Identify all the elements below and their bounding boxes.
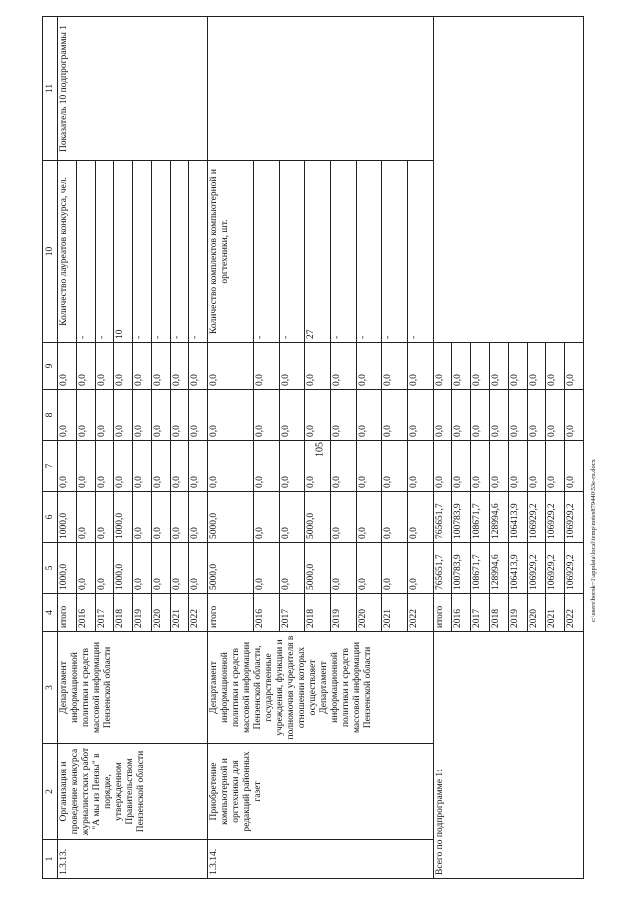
value-cell-5: 0,0 <box>382 543 408 594</box>
indicator-name: Количество лауреатов конкурса, чел. <box>58 161 77 343</box>
value-cell-8: 0,0 <box>151 390 170 441</box>
value-cell-6: 0,0 <box>254 492 280 543</box>
value-cell-9: 0,0 <box>76 343 95 390</box>
indicator-value: - <box>382 161 408 343</box>
year-cell: 2019 <box>133 594 152 632</box>
item-name: Организация и проведение конкурса журналистских работ "А мы из Пензы" в порядке, утвержденном Правительством Пензенской области <box>58 744 208 840</box>
value-cell-7: 0,0 <box>452 441 471 492</box>
year-cell: 2021 <box>546 594 565 632</box>
year-cell: 2017 <box>95 594 114 632</box>
value-cell-5: 128994,6 <box>490 543 509 594</box>
column-header-6: 6 <box>43 492 58 543</box>
value-cell-8: 0,0 <box>527 390 546 441</box>
year-cell: итого <box>433 594 452 632</box>
value-cell-7: 0,0 <box>382 441 408 492</box>
year-cell: 2022 <box>189 594 208 632</box>
value-cell-7: 0,0 <box>95 441 114 492</box>
item-number: 1.3.14. <box>208 840 433 879</box>
page-number: 105 <box>314 442 326 457</box>
year-cell: 2019 <box>508 594 527 632</box>
rotated-page-content <box>42 17 584 879</box>
value-cell-5: 0,0 <box>189 543 208 594</box>
value-cell-7: 0,0 <box>330 441 356 492</box>
column-header-10: 10 <box>43 161 58 343</box>
value-cell-7: 0,0 <box>508 441 527 492</box>
total-row <box>433 17 452 879</box>
value-cell-6: 0,0 <box>170 492 189 543</box>
value-cell-6: 0,0 <box>279 492 305 543</box>
value-cell-8: 0,0 <box>95 390 114 441</box>
value-cell-9: 0,0 <box>407 343 433 390</box>
value-cell-6: 100783,9 <box>452 492 471 543</box>
column-header-2: 2 <box>43 744 58 840</box>
indicator-value: - <box>279 161 305 343</box>
value-cell-5: 0,0 <box>356 543 382 594</box>
year-cell: 2018 <box>305 594 331 632</box>
year-cell: 2018 <box>490 594 509 632</box>
value-cell-8: 0,0 <box>76 390 95 441</box>
value-cell-6: 0,0 <box>356 492 382 543</box>
value-cell-5: 0,0 <box>76 543 95 594</box>
column-header-7: 7 <box>43 441 58 492</box>
indicator-value: - <box>170 161 189 343</box>
value-cell-6: 0,0 <box>189 492 208 543</box>
value-cell-9: 0,0 <box>279 343 305 390</box>
column-header-9: 9 <box>43 343 58 390</box>
year-cell: 2016 <box>254 594 280 632</box>
year-cell: итого <box>208 594 254 632</box>
value-cell-8: 0,0 <box>407 390 433 441</box>
value-cell-8: 0,0 <box>133 390 152 441</box>
value-cell-7: 0,0 <box>490 441 509 492</box>
value-cell-7: 0,0 <box>565 441 584 492</box>
value-cell-5: 0,0 <box>133 543 152 594</box>
value-cell-8: 0,0 <box>382 390 408 441</box>
year-cell: 2019 <box>330 594 356 632</box>
value-cell-7: 0,0 <box>189 441 208 492</box>
value-cell-9: 0,0 <box>565 343 584 390</box>
value-cell-5: 100783,9 <box>452 543 471 594</box>
value-cell-9: 0,0 <box>254 343 280 390</box>
value-cell-7: 0,0 <box>151 441 170 492</box>
item-name: Приобретение компьютерной и оргтехники для редакций районных газет <box>208 744 433 840</box>
year-cell: 2020 <box>356 594 382 632</box>
value-cell-5: 106413,9 <box>508 543 527 594</box>
footer-file-path: c:\users\borok~1\appdata\local\temp\notes879440\53e-ru.docx <box>590 459 597 622</box>
total-empty <box>433 17 583 343</box>
item-number: 1.3.13. <box>58 840 208 879</box>
year-cell: 2017 <box>279 594 305 632</box>
indicator-value: - <box>356 161 382 343</box>
table-row <box>208 17 254 879</box>
value-cell-9: 0,0 <box>452 343 471 390</box>
value-cell-5: 106929,2 <box>527 543 546 594</box>
year-cell: 2016 <box>76 594 95 632</box>
value-cell-5: 0,0 <box>254 543 280 594</box>
indicator-value: - <box>189 161 208 343</box>
value-cell-8: 0,0 <box>254 390 280 441</box>
value-cell-9: 0,0 <box>170 343 189 390</box>
value-cell-7: 0,0 <box>356 441 382 492</box>
indicator-value: 10 <box>114 161 133 343</box>
value-cell-9: 0,0 <box>382 343 408 390</box>
value-cell-6: 1000,0 <box>58 492 77 543</box>
value-cell-6: 106929,2 <box>565 492 584 543</box>
value-cell-6: 0,0 <box>382 492 408 543</box>
value-cell-7: 0,0 <box>305 441 331 492</box>
value-cell-5: 1000,0 <box>58 543 77 594</box>
value-cell-7: 0,0 <box>133 441 152 492</box>
value-cell-6: 0,0 <box>133 492 152 543</box>
column-header-1: 1 <box>43 840 58 879</box>
value-cell-9: 0,0 <box>151 343 170 390</box>
value-cell-7: 0,0 <box>208 441 254 492</box>
value-cell-5: 1000,0 <box>114 543 133 594</box>
indicator-link-empty <box>208 17 433 161</box>
value-cell-5: 0,0 <box>279 543 305 594</box>
value-cell-6: 106413,9 <box>508 492 527 543</box>
value-cell-8: 0,0 <box>114 390 133 441</box>
value-cell-7: 0,0 <box>471 441 490 492</box>
value-cell-7: 0,0 <box>76 441 95 492</box>
value-cell-8: 0,0 <box>170 390 189 441</box>
value-cell-5: 0,0 <box>407 543 433 594</box>
value-cell-6: 128994,6 <box>490 492 509 543</box>
value-cell-8: 0,0 <box>433 390 452 441</box>
year-cell: итого <box>58 594 77 632</box>
value-cell-6: 0,0 <box>330 492 356 543</box>
year-cell: 2022 <box>407 594 433 632</box>
value-cell-9: 0,0 <box>356 343 382 390</box>
year-cell: 2016 <box>452 594 471 632</box>
value-cell-9: 0,0 <box>189 343 208 390</box>
value-cell-8: 0,0 <box>189 390 208 441</box>
value-cell-6: 0,0 <box>76 492 95 543</box>
value-cell-9: 0,0 <box>95 343 114 390</box>
value-cell-6: 106929,2 <box>527 492 546 543</box>
value-cell-7: 0,0 <box>254 441 280 492</box>
year-cell: 2020 <box>151 594 170 632</box>
value-cell-9: 0,0 <box>114 343 133 390</box>
value-cell-9: 0,0 <box>330 343 356 390</box>
value-cell-6: 0,0 <box>151 492 170 543</box>
column-header-5: 5 <box>43 543 58 594</box>
value-cell-6: 5000,0 <box>208 492 254 543</box>
value-cell-5: 0,0 <box>151 543 170 594</box>
value-cell-8: 0,0 <box>452 390 471 441</box>
value-cell-8: 0,0 <box>330 390 356 441</box>
value-cell-7: 0,0 <box>527 441 546 492</box>
value-cell-5: 5000,0 <box>208 543 254 594</box>
column-header-8: 8 <box>43 390 58 441</box>
table-row <box>58 17 77 879</box>
year-cell: 2021 <box>170 594 189 632</box>
value-cell-6: 106929,2 <box>546 492 565 543</box>
value-cell-9: 0,0 <box>508 343 527 390</box>
value-cell-8: 0,0 <box>471 390 490 441</box>
year-cell: 2022 <box>565 594 584 632</box>
value-cell-8: 0,0 <box>356 390 382 441</box>
column-number-row <box>43 17 58 879</box>
indicator-value: - <box>95 161 114 343</box>
value-cell-6: 108671,7 <box>471 492 490 543</box>
value-cell-5: 0,0 <box>330 543 356 594</box>
value-cell-6: 765651,7 <box>433 492 452 543</box>
value-cell-9: 0,0 <box>527 343 546 390</box>
value-cell-6: 0,0 <box>407 492 433 543</box>
indicator-value: - <box>254 161 280 343</box>
year-cell: 2020 <box>527 594 546 632</box>
value-cell-9: 0,0 <box>546 343 565 390</box>
item-executor: Департамент информационной политики и средств массовой информации Пензенской области, государственные учреждения, функции и полномочия учредителя в отношении которых осуществляет Департамент информационной политики и средств массовой информации Пензенской области <box>208 632 433 744</box>
value-cell-8: 0,0 <box>279 390 305 441</box>
value-cell-7: 0,0 <box>546 441 565 492</box>
value-cell-9: 0,0 <box>433 343 452 390</box>
value-cell-7: 0,0 <box>170 441 189 492</box>
value-cell-5: 106929,2 <box>546 543 565 594</box>
item-executor: Департамент информационной политики и средств массовой информации Пензенской области <box>58 632 208 744</box>
value-cell-5: 0,0 <box>170 543 189 594</box>
column-header-4: 4 <box>43 594 58 632</box>
subprogram-table <box>42 16 584 879</box>
value-cell-9: 0,0 <box>208 343 254 390</box>
value-cell-9: 0,0 <box>133 343 152 390</box>
value-cell-6: 1000,0 <box>114 492 133 543</box>
value-cell-5: 106929,2 <box>565 543 584 594</box>
value-cell-8: 0,0 <box>305 390 331 441</box>
indicator-link: Показатель 10 подпрограммы 1 <box>58 17 208 161</box>
value-cell-7: 0,0 <box>114 441 133 492</box>
column-header-11: 11 <box>43 17 58 161</box>
value-cell-6: 0,0 <box>95 492 114 543</box>
total-label: Всего по подпрограмме 1: <box>433 632 583 879</box>
column-header-3: 3 <box>43 632 58 744</box>
value-cell-5: 0,0 <box>95 543 114 594</box>
value-cell-8: 0,0 <box>208 390 254 441</box>
value-cell-5: 108671,7 <box>471 543 490 594</box>
indicator-value: - <box>407 161 433 343</box>
value-cell-7: 0,0 <box>407 441 433 492</box>
value-cell-9: 0,0 <box>305 343 331 390</box>
indicator-value: - <box>133 161 152 343</box>
indicator-value: - <box>76 161 95 343</box>
value-cell-9: 0,0 <box>490 343 509 390</box>
value-cell-7: 0,0 <box>279 441 305 492</box>
value-cell-7: 0,0 <box>433 441 452 492</box>
indicator-value: - <box>151 161 170 343</box>
value-cell-8: 0,0 <box>508 390 527 441</box>
value-cell-5: 5000,0 <box>305 543 331 594</box>
value-cell-5: 765651,7 <box>433 543 452 594</box>
year-cell: 2018 <box>114 594 133 632</box>
year-cell: 2021 <box>382 594 408 632</box>
value-cell-7: 0,0 <box>58 441 77 492</box>
value-cell-8: 0,0 <box>546 390 565 441</box>
value-cell-9: 0,0 <box>58 343 77 390</box>
indicator-value: 27 <box>305 161 331 343</box>
value-cell-8: 0,0 <box>58 390 77 441</box>
value-cell-6: 5000,0 <box>305 492 331 543</box>
value-cell-8: 0,0 <box>565 390 584 441</box>
indicator-name: Количество комплектов компьютерной и оргтехники, шт. <box>208 161 254 343</box>
year-cell: 2017 <box>471 594 490 632</box>
value-cell-8: 0,0 <box>490 390 509 441</box>
indicator-value: - <box>330 161 356 343</box>
value-cell-9: 0,0 <box>471 343 490 390</box>
